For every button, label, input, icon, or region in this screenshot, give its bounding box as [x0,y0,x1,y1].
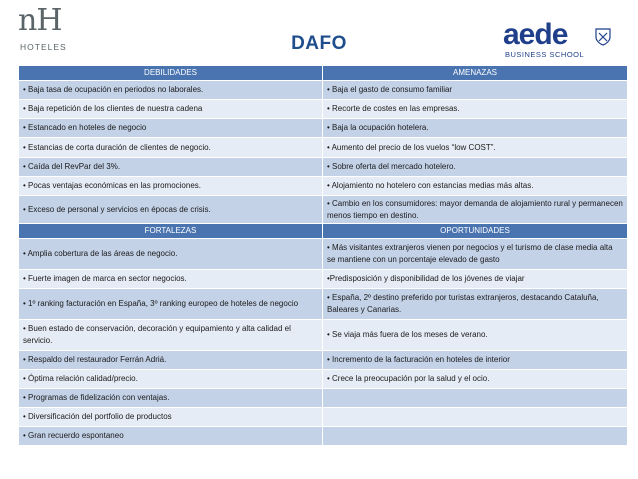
table-cell: • Fuerte imagen de marca en sector negocios. [19,270,323,289]
table-cell: • Estancias de corta duración de clientes de negocio. [19,138,323,158]
aede-business-school-logo [503,20,623,64]
table-cell: • Pocas ventajas económicas en las promociones. [19,177,323,196]
table-row [19,389,628,408]
table-cell: •Predisposición y disponibilidad de los jóvenes de viajar [323,270,628,289]
table-row [19,320,628,351]
nh-logo-text: HOTELES [20,42,67,52]
table-row [19,196,628,224]
table-row [19,158,628,177]
table-cell: • Recorte de costes en las empresas. [323,100,628,119]
table-cell [323,408,628,427]
table-cell: • Gran recuerdo espontaneo [19,427,323,446]
table-cell: • Más visitantes extranjeros vienen por negocios y el turismo de clase media alta se mantiene con un porcentaje elevado de gasto [323,239,628,270]
table-cell: • Caída del RevPar del 3%. [19,158,323,177]
table-cell: • Baja repetición de los clientes de nuestra cadena [19,100,323,119]
table-row [19,427,628,446]
table-cell: • Se viaja más fuera de los meses de verano. [323,320,628,351]
table-cell [323,389,628,408]
table-cell: • Alojamiento no hotelero con estancias medias más altas. [323,177,628,196]
section-header-row [19,224,628,239]
section-header-cell: DEBILIDADES [19,66,323,81]
aede-logo-word: aede [503,18,568,51]
table-row [19,408,628,427]
table-row [19,270,628,289]
table-row [19,100,628,119]
table-cell: • Crece la preocupación por la salud y el ocio. [323,370,628,389]
table-cell: • Óptima relación calidad/precio. [19,370,323,389]
shield-icon [595,28,611,46]
table-row [19,177,628,196]
table-row [19,351,628,370]
table-cell: • Diversificación del portfolio de productos [19,408,323,427]
table-row [19,138,628,158]
table-cell: • Programas de fidelización con ventajas. [19,389,323,408]
table-cell: • Aumento del precio de los vuelos “low COST”. [323,138,628,158]
table-cell: • Cambio en los consumidores: mayor demanda de alojamiento rural y permanecen menos tiempo en destino. [323,196,628,224]
nh-logo-mark: nH [18,3,62,38]
dafo-table [18,65,628,446]
table-cell: • Baja la ocupación hotelera. [323,119,628,138]
table-row [19,81,628,100]
table-cell: • Amplia cobertura de las áreas de negocio. [19,239,323,270]
table-cell: • Estancado en hoteles de negocio [19,119,323,138]
section-header-cell: OPORTUNIDADES [323,224,628,239]
table-cell [323,427,628,446]
table-cell: • Baja el gasto de consumo familiar [323,81,628,100]
section-header-cell: AMENAZAS [323,66,628,81]
table-cell: • Baja tasa de ocupación en periodos no laborales. [19,81,323,100]
section-header-cell: FORTALEZAS [19,224,323,239]
table-cell: • Exceso de personal y servicios en épocas de crisis. [19,196,323,224]
table-cell: • Incremento de la facturación en hoteles de interior [323,351,628,370]
table-row [19,289,628,320]
table-row [19,239,628,270]
table-cell: • Buen estado de conservación, decoración y equipamiento y alta calidad el servicio. [19,320,323,351]
table-cell: • Respaldo del restaurador Ferrán Adriá. [19,351,323,370]
table-row [19,119,628,138]
table-cell: • España, 2º destino preferido por turistas extranjeros, destacando Cataluña, Baleares y Canarias. [323,289,628,320]
section-header-row [19,66,628,81]
table-cell: • Sobre oferta del mercado hotelero. [323,158,628,177]
page-title: DAFO [291,33,347,54]
aede-logo-subtitle: BUSINESS SCHOOL [505,50,585,59]
table-row [19,370,628,389]
table-cell: • 1º ranking facturación en España, 3º ranking europeo de hoteles de negocio [19,289,323,320]
